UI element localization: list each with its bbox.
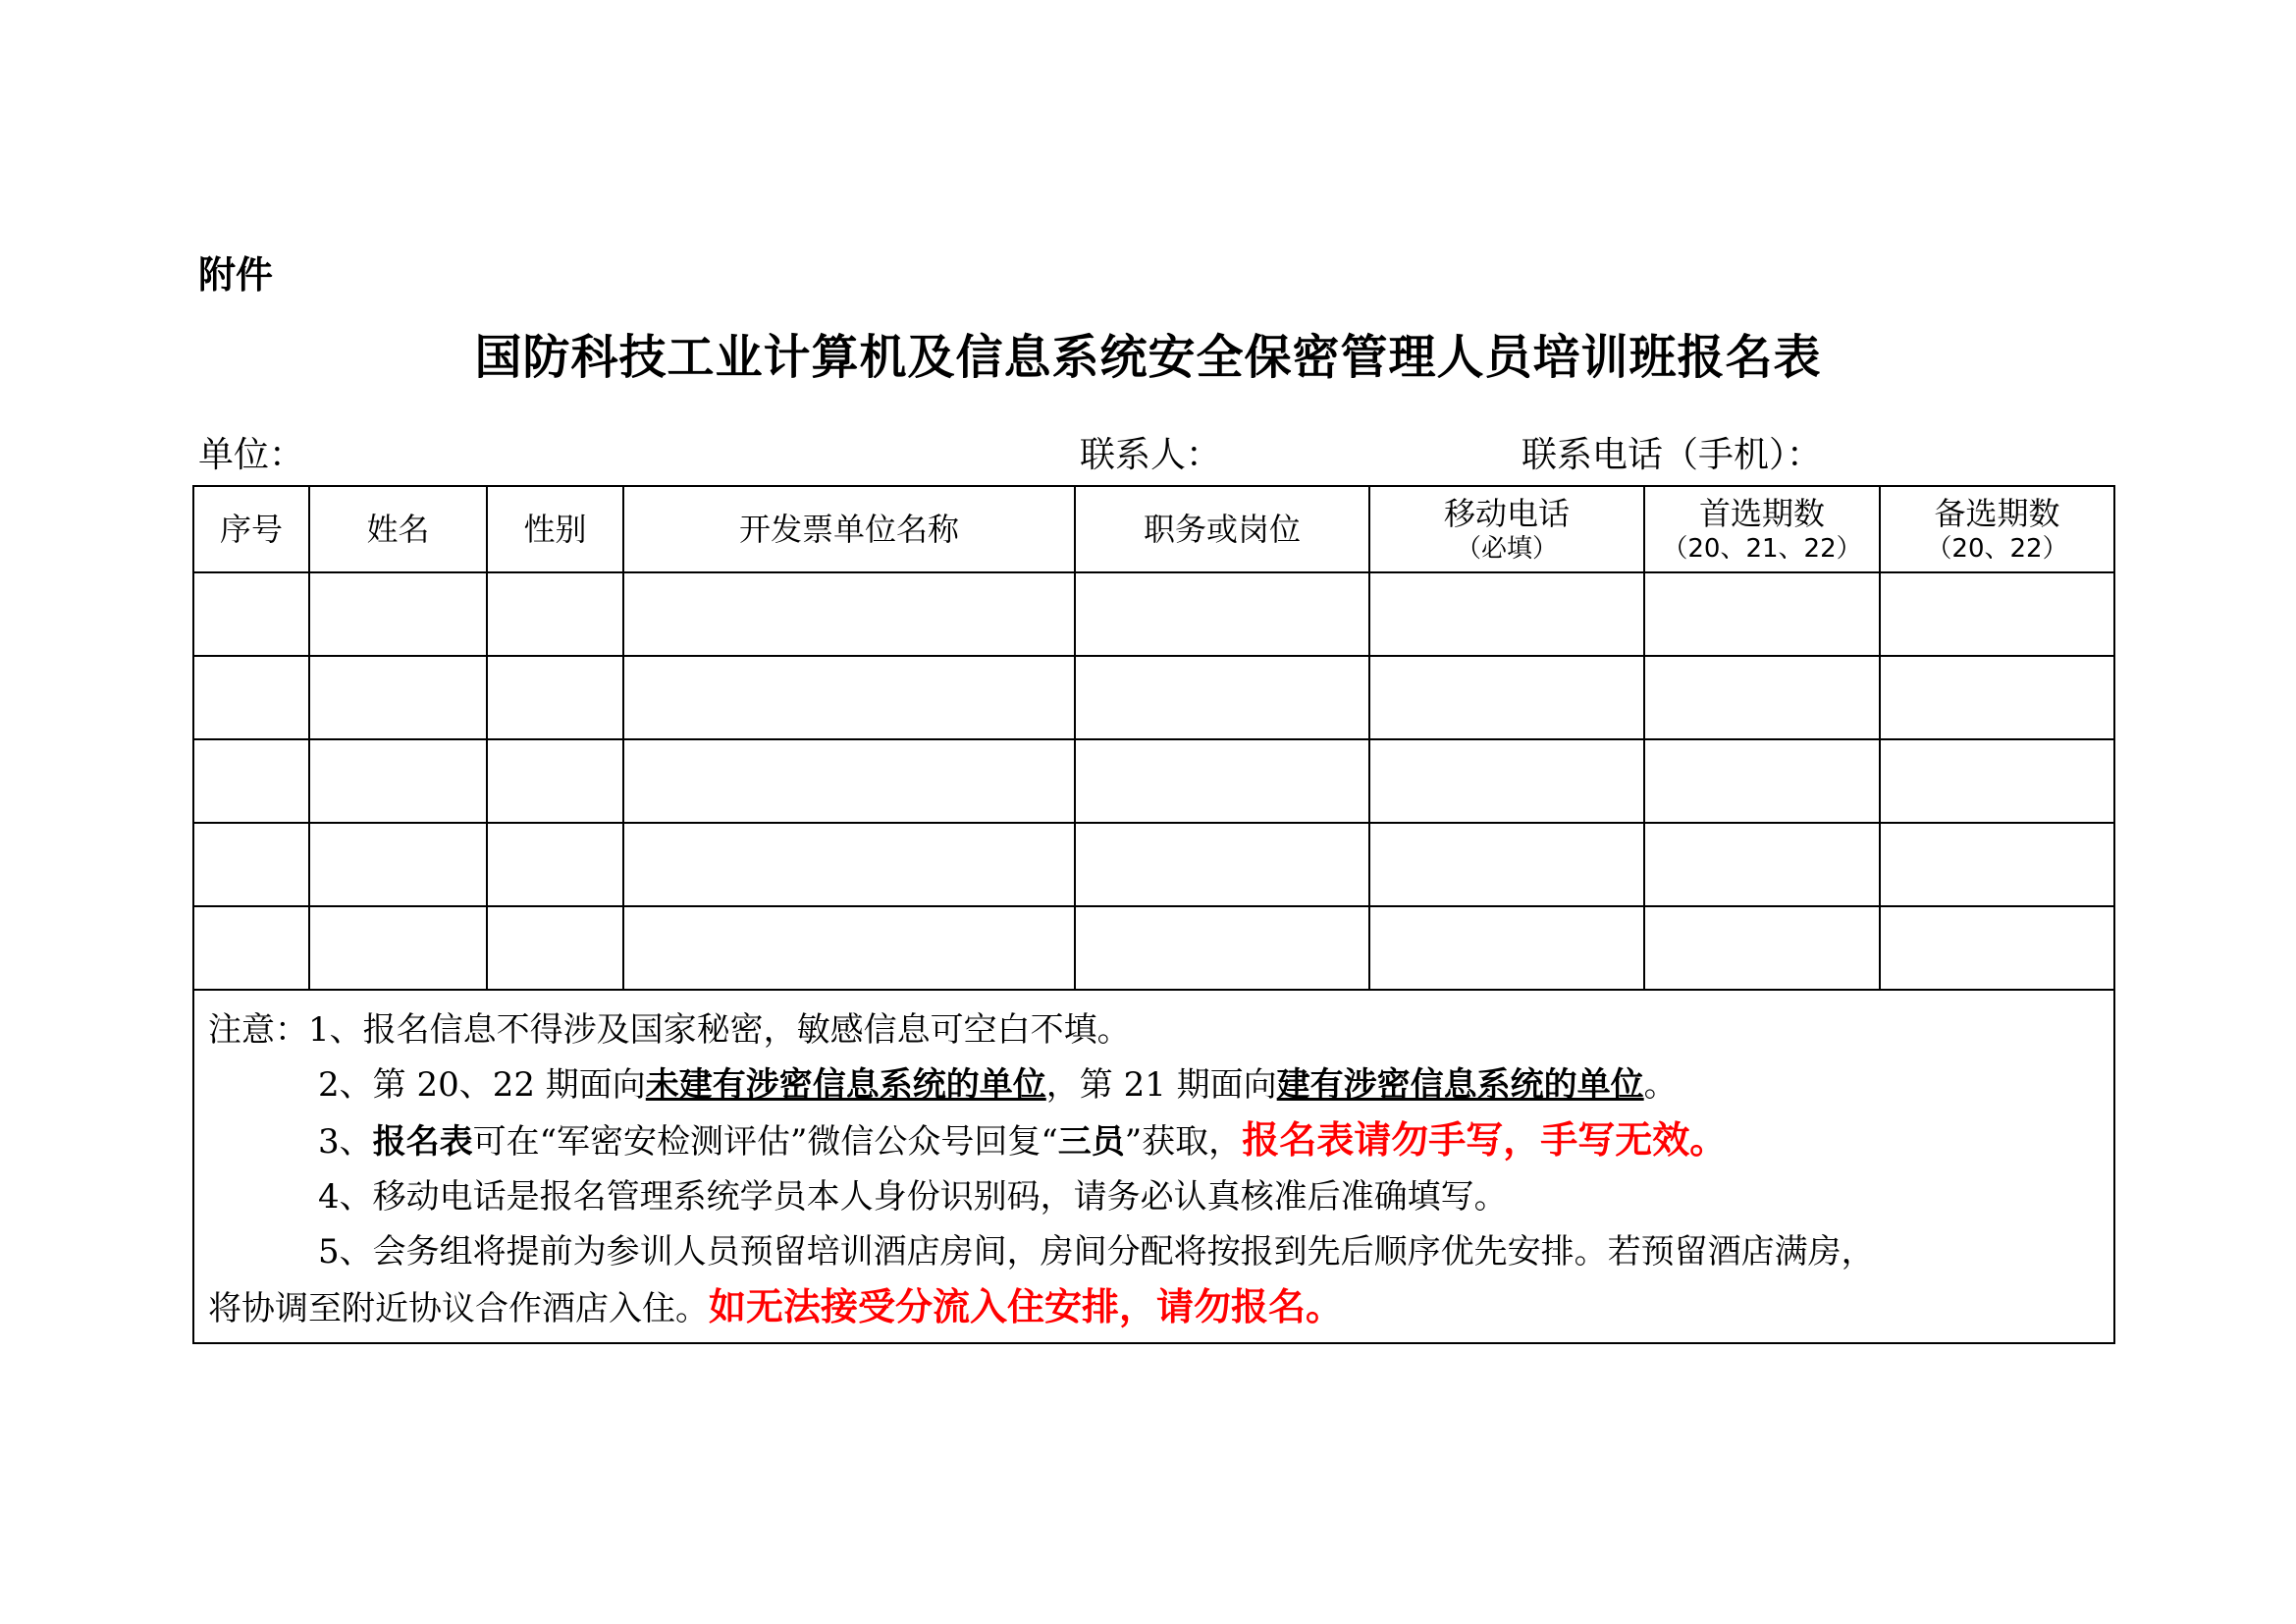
- note-line-1: 注意：1、报名信息不得涉及国家秘密，敏感信息可空白不填。: [208, 1010, 1131, 1050]
- table-cell[interactable]: [623, 739, 1075, 823]
- note-underline-unbuilt: 未建有涉密信息系统的单位: [645, 1065, 1046, 1105]
- col-header-mobile: 移动电话 （必填）: [1369, 486, 1644, 572]
- unit-label: 单位：: [198, 435, 305, 475]
- table-cell[interactable]: [309, 906, 487, 990]
- table-cell[interactable]: [1644, 739, 1880, 823]
- table-cell[interactable]: [1880, 739, 2114, 823]
- table-cell[interactable]: [309, 823, 487, 906]
- note-line-5b: 将协调至附近协议合作酒店入住。如无法接受分流入住安排，请勿报名。: [208, 1284, 1344, 1328]
- table-cell[interactable]: [193, 572, 309, 656]
- note-bold-form: 报名表: [372, 1122, 473, 1162]
- table-cell[interactable]: [1880, 656, 2114, 739]
- table-cell[interactable]: [1880, 906, 2114, 990]
- col-header-second-choice-sub: （20、22）: [1926, 534, 2068, 564]
- note-line-2: 2、第 20、22 期面向未建有涉密信息系统的单位，第 21 期面向建有涉密信息系统的单位。: [318, 1065, 1678, 1105]
- table-cell[interactable]: [623, 572, 1075, 656]
- note-warning-handwriting: 报名表请勿手写，手写无效。: [1242, 1117, 1728, 1162]
- table-cell[interactable]: [487, 823, 623, 906]
- table-cell[interactable]: [1369, 906, 1644, 990]
- table-cell[interactable]: [1644, 656, 1880, 739]
- col-header-mobile-sub: （必填）: [1455, 534, 1558, 564]
- table-cell[interactable]: [1880, 823, 2114, 906]
- table-cell[interactable]: [1880, 572, 2114, 656]
- table-row: [193, 656, 2114, 739]
- col-header-position: 职务或岗位: [1075, 486, 1369, 572]
- table-row: [193, 823, 2114, 906]
- table-cell[interactable]: [193, 656, 309, 739]
- col-header-gender: 性别: [487, 486, 623, 572]
- table-cell[interactable]: [1644, 823, 1880, 906]
- attachment-label: 附件: [198, 253, 274, 297]
- form-title: 国防科技工业计算机及信息系统安全保密管理人员培训班报名表: [474, 330, 1822, 385]
- col-header-first-choice: 首选期数 （20、21、22）: [1644, 486, 1880, 572]
- note-line-3: 3、报名表可在“军密安检测评估”微信公众号回复“三员”获取，报名表请勿手写，手写无效。: [318, 1117, 1728, 1162]
- note-warning-no-signup: 如无法接受分流入住安排，请勿报名。: [709, 1284, 1344, 1328]
- table-cell[interactable]: [1369, 823, 1644, 906]
- note-line-5a: 5、会务组将提前为参训人员预留培训酒店房间，房间分配将按报到先后顺序优先安排。若预留酒店满房，: [318, 1232, 1875, 1272]
- table-cell[interactable]: [487, 906, 623, 990]
- table-header-row: [193, 486, 2114, 572]
- note-line-4: 4、移动电话是报名管理系统学员本人身份识别码，请务必认真核准后准确填写。: [318, 1177, 1508, 1217]
- note-bold-keyword: 三员: [1057, 1122, 1125, 1162]
- table-row: [193, 739, 2114, 823]
- table-cell[interactable]: [1075, 656, 1369, 739]
- table-cell[interactable]: [1644, 906, 1880, 990]
- col-header-serial: 序号: [193, 486, 309, 572]
- col-header-invoice-unit: 开发票单位名称: [623, 486, 1075, 572]
- table-cell[interactable]: [623, 656, 1075, 739]
- col-header-name: 姓名: [309, 486, 487, 572]
- table-cell[interactable]: [1644, 572, 1880, 656]
- note-underline-built: 建有涉密信息系统的单位: [1276, 1065, 1644, 1105]
- table-cell[interactable]: [309, 656, 487, 739]
- table-cell[interactable]: [623, 906, 1075, 990]
- table-cell[interactable]: [193, 823, 309, 906]
- col-header-second-choice: 备选期数 （20、22）: [1880, 486, 2114, 572]
- table-cell[interactable]: [309, 739, 487, 823]
- table-cell[interactable]: [309, 572, 487, 656]
- table-cell[interactable]: [487, 572, 623, 656]
- table-cell[interactable]: [487, 739, 623, 823]
- table-cell[interactable]: [1075, 739, 1369, 823]
- table-cell[interactable]: [193, 739, 309, 823]
- table-cell[interactable]: [1369, 739, 1644, 823]
- notes-cell: [193, 990, 2114, 1343]
- table-cell[interactable]: [1369, 572, 1644, 656]
- table-cell[interactable]: [1075, 823, 1369, 906]
- table-cell[interactable]: [623, 823, 1075, 906]
- table-cell[interactable]: [1075, 906, 1369, 990]
- contact-person-label: 联系人：: [1080, 435, 1222, 475]
- table-cell[interactable]: [487, 656, 623, 739]
- table-row: [193, 906, 2114, 990]
- table-row: [193, 572, 2114, 656]
- table-cell[interactable]: [193, 906, 309, 990]
- table-cell[interactable]: [1075, 572, 1369, 656]
- notes-row: [193, 990, 2114, 1343]
- registration-table: [192, 485, 2115, 1344]
- col-header-first-choice-sub: （20、21、22）: [1662, 534, 1862, 564]
- table-cell[interactable]: [1369, 656, 1644, 739]
- contact-phone-label: 联系电话（手机）：: [1522, 435, 1823, 475]
